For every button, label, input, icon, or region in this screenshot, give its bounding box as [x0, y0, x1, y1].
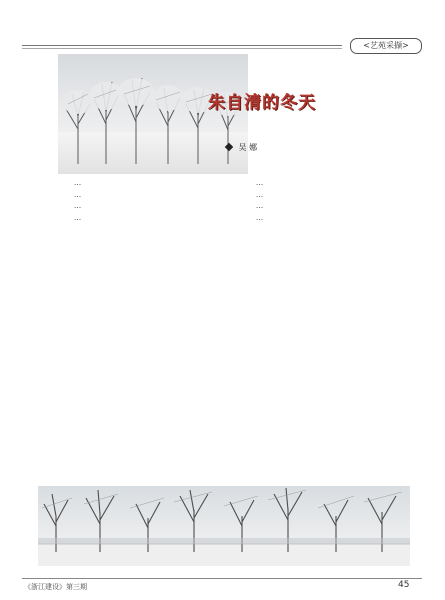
footer-rule [22, 578, 422, 579]
author-name: 吴 娜 [238, 143, 258, 152]
page-number: 45 [398, 580, 410, 590]
article-column-left [60, 178, 228, 484]
paragraph: ... [74, 202, 82, 211]
article-title: 朱自清的冬天 [208, 93, 316, 113]
paragraph: ... [74, 190, 82, 199]
hero-photo-snowy-trees [58, 54, 248, 174]
article-column-right [242, 178, 414, 484]
paragraph: ... [74, 179, 82, 187]
paragraph: ... [256, 179, 264, 187]
header-rule-secondary [22, 48, 342, 49]
header-rule [22, 45, 342, 46]
tree-silhouettes [58, 54, 248, 174]
bottom-tree-silhouettes [38, 486, 410, 566]
author-byline [226, 142, 257, 153]
column-tag: <艺苑采撷> [350, 38, 422, 54]
bottom-photo-winter-trees [38, 486, 410, 566]
paragraph: ... [256, 190, 264, 199]
publication-name: 《浙江建设》第三期 [24, 583, 87, 591]
paragraph: ... [256, 202, 264, 211]
diamond-bullet-icon [225, 143, 233, 151]
paragraph: ... [74, 213, 82, 222]
paragraph: ... [256, 213, 264, 222]
